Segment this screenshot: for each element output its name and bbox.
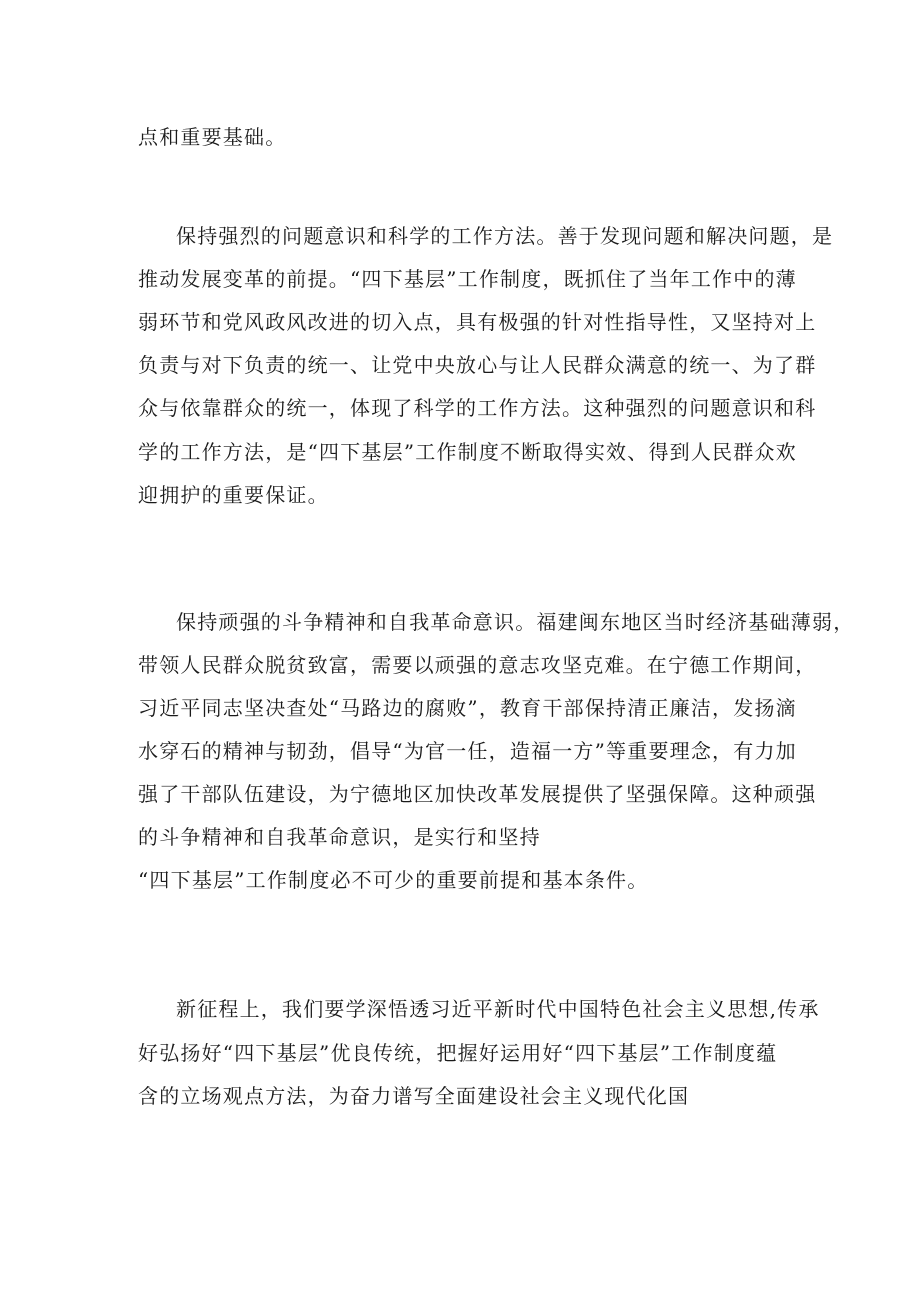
paragraph-line: 新征程上，我们要学深悟透习近平新时代中国特色社会主义思想,传承 [176,997,820,1021]
paragraph-line: “四下基层”工作制度必不可少的重要前提和基本条件。 [138,868,649,892]
paragraph-line: 的斗争精神和自我革命意识，是实行和坚持 [138,825,541,849]
paragraph-line: 推动发展变革的前提。“四下基层”工作制度，既抓住了当年工作中的薄 [138,267,797,291]
paragraph-line: 点和重要基础。 [138,125,287,149]
paragraph-line: 含的立场观点方法，为奋力谱写全面建设社会主义现代化国 [138,1084,690,1108]
paragraph-line: 好弘扬好“四下基层”优良传统，把握好运用好“四下基层”工作制度蕴 [138,1041,778,1065]
paragraph-line: 负责与对下负责的统一、让党中央放心与让人民群众满意的统一、为了群 [138,353,817,377]
paragraph-line: 学的工作方法，是“四下基层”工作制度不断取得实效、得到人民群众欢 [138,440,797,464]
paragraph-line: 众与依靠群众的统一，体现了科学的工作方法。这种强烈的问题意识和科 [138,396,817,420]
paragraph-line: 水穿石的精神与韧劲，倡导“为官一任，造福一方”等重要理念，有力加 [138,739,797,763]
paragraph-line: 迎拥护的重要保证。 [138,483,329,507]
paragraph-line: 保持强烈的问题意识和科学的工作方法。善于发现问题和解决问题，是 [176,224,834,248]
paragraph-line: 保持顽强的斗争精神和自我革命意识。福建闽东地区当时经济基础薄弱， [176,610,855,634]
paragraph-line: 带领人民群众脱贫致富，需要以顽强的意志攻坚克难。在宁德工作期间， [138,653,817,677]
paragraph-line: 弱环节和党风政风改进的切入点，具有极强的针对性指导性，又坚持对上 [138,310,817,334]
paragraph-line: 习近平同志坚决查处“马路边的腐败”，教育干部保持清正廉洁，发扬滴 [138,696,797,720]
paragraph-line: 强了干部队伍建设，为宁德地区加快改革发展提供了坚强保障。这种顽强 [138,782,817,806]
